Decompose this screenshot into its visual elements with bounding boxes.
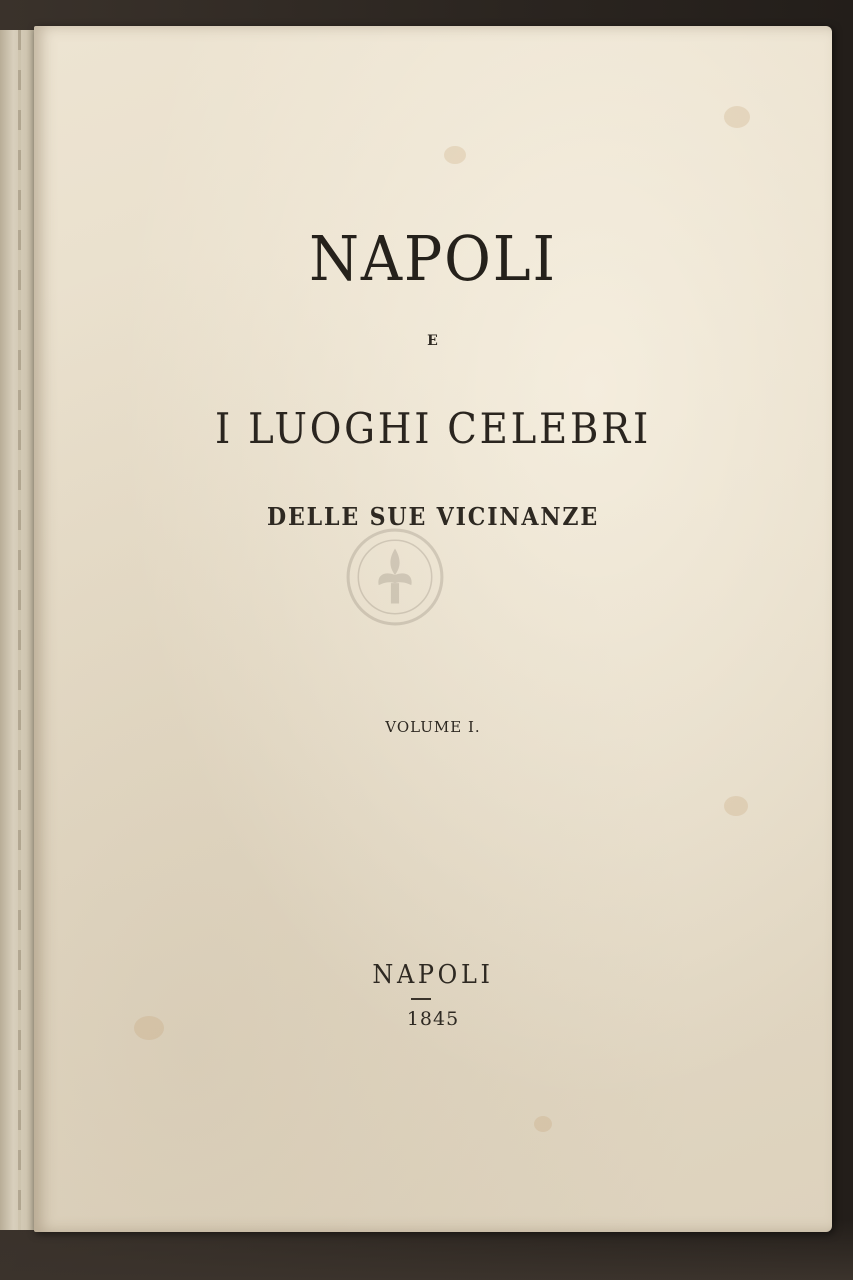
book-subtitle: DELLE SUE VICINANZE: [266, 502, 600, 531]
imprint-divider: [411, 998, 431, 1000]
foxing-spot: [534, 1116, 552, 1132]
imprint-year: 1845: [406, 1008, 460, 1030]
title-page: [34, 26, 832, 1232]
foxing-spot: [444, 146, 466, 164]
library-stamp-emblem: [344, 526, 446, 628]
book-title: NAPOLI: [309, 222, 557, 295]
imprint-place: NAPOLI: [372, 960, 494, 990]
foxing-spot: [724, 796, 748, 816]
volume-number: VOLUME I.: [385, 718, 481, 736]
foxing-spot: [724, 106, 750, 128]
book-title-second-line: I LUOGHI CELEBRI: [215, 404, 651, 453]
title-conjunction: E: [427, 333, 439, 349]
